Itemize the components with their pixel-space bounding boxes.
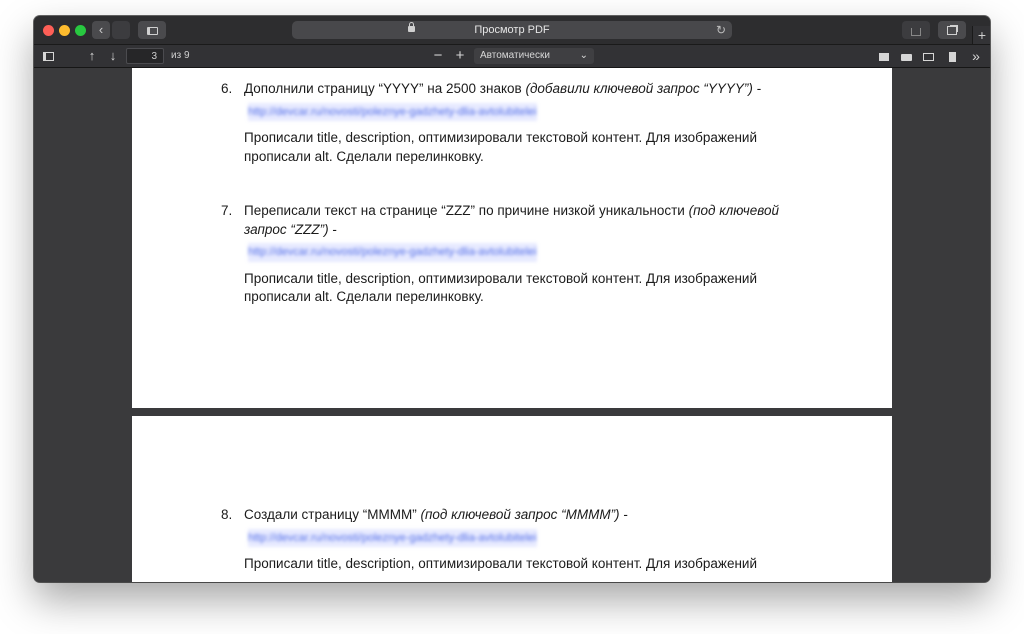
list-item-text: Переписали текст на странице “ZZZ” по причине низкой уникальности	[244, 203, 689, 218]
more-tools-button[interactable]	[968, 45, 984, 67]
list-item-number: 7.	[221, 203, 233, 218]
print-button[interactable]	[898, 45, 914, 67]
sidebar-icon	[43, 52, 54, 61]
list-item-description: Прописали title, description, оптимизировали текстовой контент. Для изображений	[244, 556, 758, 571]
tabs-icon	[947, 26, 957, 35]
reload-icon[interactable]: ↻	[715, 23, 726, 37]
close-window-button[interactable]	[43, 25, 54, 36]
list-item	[221, 202, 804, 307]
tabs-overview-button[interactable]	[938, 21, 966, 39]
folder-icon	[923, 53, 934, 61]
share-button[interactable]	[902, 21, 930, 39]
zoom-out-button[interactable]: −	[433, 47, 443, 64]
minimize-window-button[interactable]	[59, 25, 70, 36]
document-link[interactable]: http://devcar.ru/novosti/poleznye-gadzhety-dlia-avtolubitelei	[248, 529, 537, 548]
list-item-italic: (под ключевой запрос “ZZZ”)	[244, 203, 780, 237]
browser-window	[34, 16, 990, 582]
list-item	[221, 80, 804, 166]
list-item	[221, 506, 804, 574]
zoom-select[interactable]	[474, 48, 594, 64]
list-item-dash: -	[752, 81, 762, 96]
bookmark-icon	[949, 52, 956, 62]
forward-button[interactable]	[112, 21, 130, 39]
bookmark-button[interactable]	[944, 45, 960, 67]
zoom-window-button[interactable]	[75, 25, 86, 36]
zoom-in-button[interactable]: +	[455, 47, 465, 64]
page-number-input[interactable]: 3	[126, 48, 164, 64]
window-title: Просмотр PDF	[474, 24, 550, 36]
sidebar-icon	[147, 27, 158, 35]
presentation-icon	[879, 53, 889, 61]
print-icon	[901, 54, 912, 61]
address-bar[interactable]	[292, 21, 732, 39]
list-item-dash: -	[328, 221, 337, 237]
list-item-description: Прописали title, description, оптимизировали текстовой контент. Для изображений прописали alt. Сделали перелинковку.	[244, 130, 758, 164]
sidebar-toggle-button[interactable]	[138, 21, 166, 39]
share-icon	[911, 28, 921, 36]
list-item-description: Прописали title, description, оптимизировали текстовой контент. Для изображений прописали alt. Сделали перелинковку.	[244, 270, 758, 304]
document-link[interactable]: http://devcar.ru/novosti/poleznye-gadzhety-dlia-avtolubitelei	[248, 103, 537, 122]
arrow-down-icon: ↓	[109, 48, 117, 63]
lock-icon	[408, 26, 415, 32]
presentation-button[interactable]	[876, 45, 892, 67]
back-button[interactable]: ‹	[92, 21, 110, 39]
thumbnails-toggle[interactable]	[40, 45, 56, 67]
pdf-viewer[interactable]	[34, 68, 990, 582]
pdf-page	[132, 68, 892, 408]
list-item-text: Дополнили страницу “YYYY” на 2500 знаков	[244, 81, 526, 96]
zoom-select-value: Автоматически	[480, 50, 550, 61]
pdf-toolbar	[34, 45, 990, 68]
next-page-button[interactable]	[105, 45, 121, 67]
list-item-italic: (добавили ключевой запрос “YYYY”)	[525, 81, 753, 96]
list-item-text: Создали страницу “MMMM”	[244, 507, 421, 522]
pdf-page	[132, 416, 892, 582]
list-item-dash: -	[619, 507, 628, 522]
page-count: из 9	[171, 50, 190, 61]
open-file-button[interactable]	[920, 45, 936, 67]
list-item-number: 6.	[221, 81, 233, 96]
document-link[interactable]: http://devcar.ru/novosti/poleznye-gadzhety-dlia-avtolubitelei	[248, 243, 537, 262]
list-item-italic: (под ключевой запрос “MMMM”)	[420, 507, 620, 522]
chevron-down-icon: ⌄	[579, 50, 588, 61]
arrow-up-icon: ↑	[88, 48, 96, 63]
new-tab-button[interactable]: +	[972, 26, 990, 44]
previous-page-button[interactable]	[84, 45, 100, 67]
title-bar	[34, 16, 990, 45]
double-chevron-right-icon: »	[972, 48, 980, 64]
list-item-number: 8.	[221, 507, 233, 522]
